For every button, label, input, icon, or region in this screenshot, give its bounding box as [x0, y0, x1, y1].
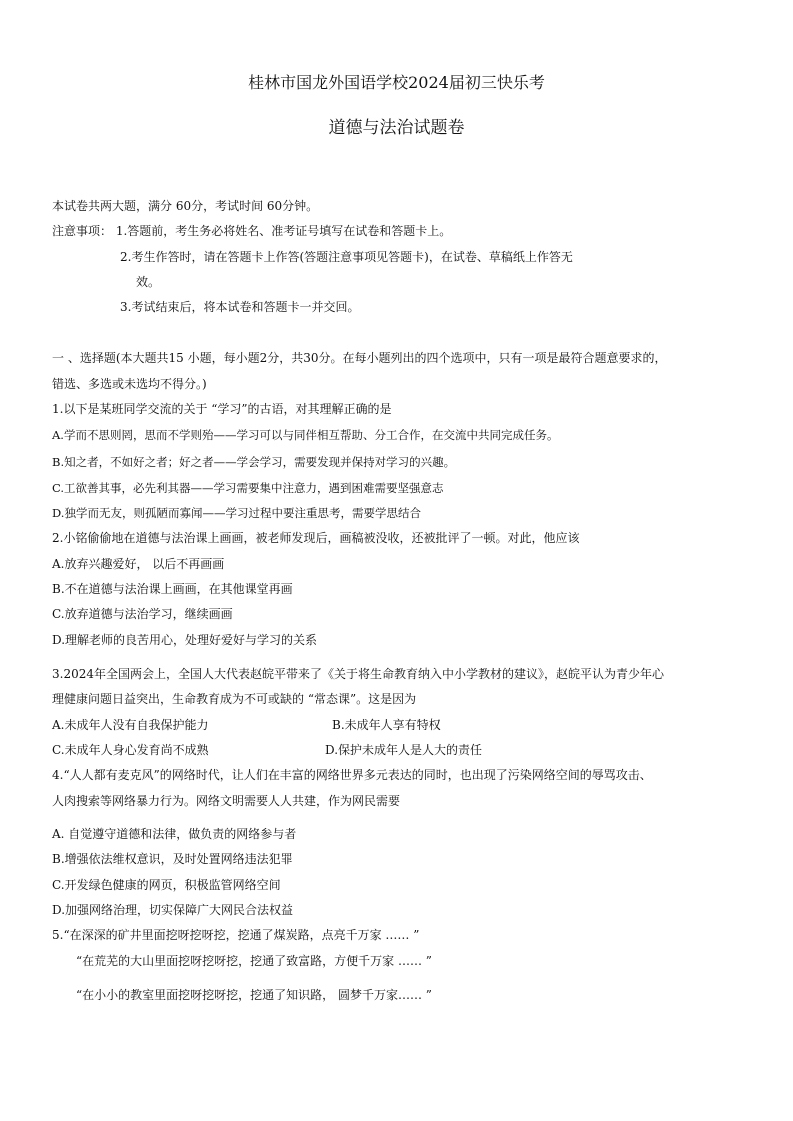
- section-heading-cont: 错选、多选或未选均不得分。): [52, 377, 207, 391]
- question-5-line-1: 5.“在深深的矿井里面挖呀挖呀挖，挖通了煤炭路，点亮千万家 …… ”: [52, 928, 420, 942]
- question-1-option-c: C.工欲善其事，必先利其器——学习需要集中注意力，遇到困难需要坚强意志: [52, 481, 444, 495]
- question-5-line-3: “在小小的教室里面挖呀挖呀挖，挖通了知识路， 圆梦千万家…… ”: [76, 988, 432, 1002]
- question-3-option-c: C.未成年人身心发育尚不成熟: [52, 743, 209, 757]
- question-2-option-c: C.放弃道德与法治学习，继续画画: [52, 607, 233, 621]
- question-3-stem: 3.2024年全国两会上，全国人大代表赵皖平带来了《关于将生命教育纳入中小学教材的建议》，赵皖平认为青少年心: [52, 667, 664, 681]
- question-4-option-a: A. 自觉遵守道德和法律，做负责的网络参与者: [52, 827, 297, 841]
- question-3-option-b: B.未成年人享有特权: [332, 718, 441, 732]
- note-3: 3.考试结束后，将本试卷和答题卡一并交回。: [120, 300, 360, 314]
- question-2-option-b: B.不在道德与法治课上画画，在其他课堂再画: [52, 582, 293, 596]
- question-4-stem-cont: 人肉搜索等网络暴力行为。网络文明需要人人共建，作为网民需要: [52, 794, 401, 808]
- question-1-option-a: A.学而不思则罔，思而不学则殆——学习可以与同伴相互帮助、分工合作，在交流中共同完成任务。: [52, 428, 559, 442]
- question-2-option-d: D.理解老师的良苦用心，处理好爱好与学习的关系: [52, 633, 318, 647]
- question-1-option-d: D.独学而无友，则孤陋而寡闻——学习过程中要注重思考，需要学思结合: [52, 506, 421, 520]
- question-2-option-a: A.放弃兴趣爱好， 以后不再画画: [52, 557, 225, 571]
- subject-title: 道德与法治试题卷: [328, 118, 465, 138]
- question-4-stem: 4.“人人都有麦克风”的网络时代，让人们在丰富的网络世界多元表达的同时，也出现了污染网络空间的辱骂攻击、: [52, 768, 652, 782]
- question-4-option-b: B.增强依法维权意识，及时处置网络违法犯罪: [52, 852, 293, 866]
- section-heading: 一 、选择题(本大题共15 小题，每小题2分，共30分。在每小题列出的四个选项中，只有一项是最符合题意要求的，: [52, 351, 667, 365]
- question-4-option-c: C.开发绿色健康的网页，积极监管网络空间: [52, 878, 281, 892]
- question-5-line-2: “在荒芜的大山里面挖呀挖呀挖，挖通了致富路，方便千万家 …… ”: [76, 954, 432, 968]
- question-3-option-a: A.未成年人没有自我保护能力: [52, 718, 209, 732]
- note-2-cont: 效。: [136, 275, 161, 289]
- question-1-stem: 1.以下是某班同学交流的关于 “学习”的古语，对其理解正确的是: [52, 402, 392, 416]
- question-3-option-d: D.保护未成年人是人大的责任: [325, 743, 483, 757]
- note-1: 注意事项： 1.答题前，考生务必将姓名、准考证号填写在试卷和答题卡上。: [52, 224, 452, 238]
- note-2: 2.考生作答时，请在答题卡上作答(答题注意事项见答题卡)，在试卷、草稿纸上作答无: [120, 250, 573, 264]
- question-3-stem-cont: 理健康问题日益突出，生命教育成为不可或缺的 “常态课”。这是因为: [52, 692, 417, 706]
- question-4-option-d: D.加强网络治理，切实保障广大网民合法权益: [52, 903, 294, 917]
- question-1-option-b: B.知之者，不如好之者；好之者——学会学习，需要发现并保持对学习的兴趣。: [52, 455, 456, 469]
- question-2-stem: 2.小铭偷偷地在道德与法治课上画画，被老师发现后，画稿被没收，还被批评了一顿。对此，他应该: [52, 531, 580, 545]
- exam-intro: 本试卷共两大题，满分 60分，考试时间 60分钟。: [52, 199, 319, 213]
- school-title: 桂林市国龙外国语学校2024届初三快乐考: [248, 73, 545, 92]
